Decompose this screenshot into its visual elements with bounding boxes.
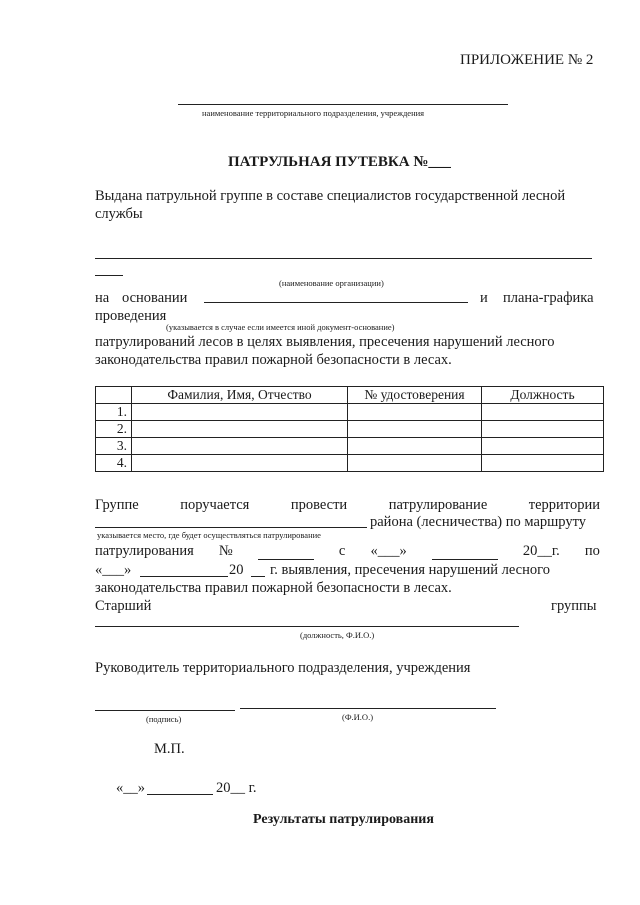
word-territorii: территории: [528, 497, 600, 513]
org-name-line: [178, 104, 508, 105]
place-caption: указывается место, где будет осуществляться патрулирование: [97, 530, 321, 540]
word-poruchaetsya: поручается: [180, 497, 250, 513]
cell-name[interactable]: [132, 404, 348, 421]
date-from-day: «___»: [370, 543, 407, 559]
patrol-purpose-line-2: законодательства правил пожарной безопасности в лесах.: [95, 352, 452, 368]
cell-position[interactable]: [482, 438, 604, 455]
group-label: группы: [551, 598, 597, 614]
cell-position[interactable]: [482, 421, 604, 438]
issued-line-1: Выдана патрульной группе в составе специалистов государственной лесной: [95, 188, 566, 204]
date-to-year: 20: [229, 562, 244, 578]
patrol-purpose-line-1: патрулирований лесов в целях выявления, пресечения нарушений лесного: [95, 334, 555, 350]
word-patrulirovanie: патрулирование: [388, 497, 488, 513]
issued-line-2: службы: [95, 206, 143, 222]
basis-word-na: на: [95, 290, 110, 306]
organization-line-continued: [95, 275, 123, 276]
organization-caption: (наименование организации): [279, 278, 384, 288]
word-patrulirovaniya: патрулирования: [95, 543, 194, 559]
signature-caption: (подпись): [146, 714, 182, 724]
basis-caption: (указывается в случае если имеется иной документ-основание): [166, 322, 395, 332]
signature-line[interactable]: [95, 710, 235, 711]
word-provesti: провести: [290, 497, 348, 513]
basis-word-plan: плана-графика: [503, 290, 594, 306]
row-number: 3.: [96, 438, 132, 455]
area-line: [95, 527, 367, 528]
date-to-month-blank[interactable]: [140, 576, 228, 577]
organization-line: [95, 258, 592, 259]
row-number: 2.: [96, 421, 132, 438]
senior-label: Старший: [95, 598, 152, 614]
cell-id[interactable]: [348, 455, 482, 472]
org-name-caption: наименование территориального подразделения, учреждения: [202, 108, 425, 118]
date-from-year: 20__г.: [522, 543, 560, 559]
position-caption: (должность, Ф.И.О.): [300, 630, 375, 640]
senior-position-line[interactable]: [95, 626, 519, 627]
cell-name[interactable]: [132, 455, 348, 472]
table-row: [96, 455, 604, 472]
cell-name[interactable]: [132, 421, 348, 438]
appendix-number: ПРИЛОЖЕНИЕ № 2: [460, 52, 594, 68]
table-header-row: [96, 387, 604, 404]
cell-id[interactable]: [348, 421, 482, 438]
table-header-name: Фамилия, Имя, Отчество: [132, 387, 348, 404]
basis-word-osnovanii: основании: [122, 290, 188, 306]
date-month-blank[interactable]: [147, 794, 213, 795]
date-year: 20__ г.: [216, 780, 257, 796]
head-title: Руководитель территориального подразделения, учреждения: [95, 660, 471, 676]
date-to-year-blank[interactable]: [251, 576, 265, 577]
head-fio-line[interactable]: [240, 708, 496, 709]
route-line: [95, 543, 600, 560]
patrol-group-table: [95, 386, 604, 472]
word-gruppe: Группе: [95, 497, 139, 513]
basis-document-line: [204, 302, 468, 303]
word-s: с: [338, 543, 346, 559]
fio-caption: (Ф.И.О.): [342, 712, 374, 722]
cell-position[interactable]: [482, 455, 604, 472]
date-from-month-blank[interactable]: [432, 547, 498, 560]
row-number: 1.: [96, 404, 132, 421]
date-to-day: «___»: [95, 562, 132, 578]
route-number-blank[interactable]: [258, 547, 314, 560]
basis-word-i: и: [480, 290, 488, 306]
document-title: ПАТРУЛЬНАЯ ПУТЕВКА №___: [228, 154, 451, 170]
assignment-line: [95, 497, 600, 514]
purpose-text: г. выявления, пресечения нарушений лесного: [270, 562, 550, 578]
word-po: по: [584, 543, 600, 559]
cell-id[interactable]: [348, 404, 482, 421]
cell-id[interactable]: [348, 438, 482, 455]
results-title: Результаты патрулирования: [253, 812, 434, 827]
law-line: законодательства правил пожарной безопасности в лесах.: [95, 580, 452, 596]
table-header-id: № удостоверения: [348, 387, 482, 404]
table-row: [96, 438, 604, 455]
row-number: 4.: [96, 455, 132, 472]
area-text: района (лесничества) по маршруту: [370, 514, 587, 530]
table-row: [96, 421, 604, 438]
cell-position[interactable]: [482, 404, 604, 421]
table-header-position: Должность: [482, 387, 604, 404]
cell-name[interactable]: [132, 438, 348, 455]
basis-line-2: проведения: [95, 308, 167, 324]
table-header-number: [96, 387, 132, 404]
stamp-place: М.П.: [154, 741, 185, 757]
date-day: «__»: [116, 780, 145, 796]
table-row: [96, 404, 604, 421]
word-number-sign: №: [218, 543, 233, 559]
